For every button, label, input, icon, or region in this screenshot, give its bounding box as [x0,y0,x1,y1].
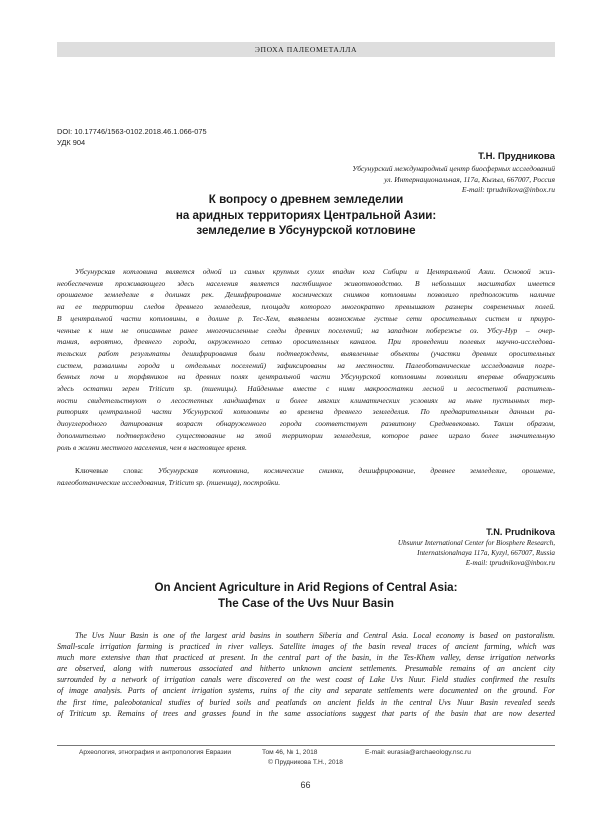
affiliation-line: Убсунурский международный центр биосферных исследований [352,164,555,173]
abstract-line: В центральной части котловины, в долине р. Тес-Хем, выявлены возможные густые сети оросительных систем и приуро- [57,313,555,323]
affiliation-ru [352,164,555,196]
email-en: E-mail: tprudnikova@inbox.ru [465,558,555,567]
author-en: T.N. Prudnikova [486,527,555,537]
abstract-line: The Uvs Nuur Basin is one of the largest arid basins in southern Siberia and Central Asia. Local economy is based on pastoralism. [75,631,555,640]
abstract-line: орошаемое земледелие в долинах рек. Дешифрирование космических снимков котловины позволило предположить наличие [57,290,555,300]
udk: УДК 904 [57,138,86,147]
journal-email: E-mail: eurasia@archaeology.nsc.ru [365,749,471,756]
abstract-line: систем, развалины города и отдельных поселений) зафиксированы на местности. Палеоботанические исследования погре- [57,360,555,370]
keywords-ru [57,465,555,488]
abstract-line: surrounded by a network of irrigation canals were discovered on the west coast of Lake Uvs Nuur. Field studies confirmed the results [57,675,555,685]
abstract-en [57,630,555,719]
email-ru: E-mail: tprudnikova@inbox.ru [461,185,555,195]
abstract-line: much more extensive than that practiced at present. In the central part of the basin, in the Tes-Khem valley, dense irrigation networks [57,653,555,663]
abstract-line: необеспечения проживающего здесь населения является пастбищное животноводство. В небольших масштабах имеется [57,278,555,288]
abstract-line: бенных почв и торфяников на древних полях центральной части Убсунурской котловины позволили впервые обнаружить [57,372,555,382]
journal-name: Археология, этнография и антропология Евразии [79,749,232,756]
abstract-line: ченные к ним не описанные ранее многочисленные следы древних поселений; на западном побережье оз. Убсу-Нур – очер- [57,325,555,335]
keywords-line: палеоботанические исследования, Triticum sp. (пшеница), постройки. [57,477,281,487]
abstract-line: Small-scale irrigation farming is practiced in river valleys. Satellite images of the basin reveal traces of ancient farming, which was [57,642,555,652]
page-number: 66 [300,780,311,790]
doi: DOI: 10.17746/1563-0102.2018.46.1.066-075 [57,127,207,136]
footer-divider [57,745,555,746]
section-header: ЭПОХА ПАЛЕОМЕТАЛЛА [57,42,555,57]
keywords-line: Убсунурская котловина, космические снимки, дешифрирование, древнее земледелие, орошение, [157,466,555,475]
abstract-line: are observed, along with numerous associated and hitherto unknown ancient settlements. Presumable remains of an ancient city [57,664,555,674]
title-line: на аридных территориях Центральной Азии: [175,208,437,222]
abstract-line: на ее территории следов древнего земледелия, площади которого многократно превышают размеры современных полей. [57,302,555,312]
title-line: земледелие в Убсунурской котловине [196,224,416,238]
abstract-line: the first time, paleobotanical studies of buried soils and peatlands on ancient fields in the central Uvs Nuur Basin revealed seeds [57,697,555,707]
abstract-line: дополнительно подтверждено существование на этой территории земледелия, которое ранее играло более значительную [57,430,555,440]
abstract-line: здесь остатки зерен Triticum sp. (пшеницы). Найденные вместе с ними макроостатки лесной и лесостепной раститель- [57,384,555,394]
title-ru [57,192,555,239]
affiliation-line: Internatsionalnaya 117a, Kyzyl, 667007, Russia [417,548,555,557]
abstract-line: ности свидетельствуют о лесостепных ландшафтах и более мягких климатических условиях на ныне пустынных тер- [57,395,555,405]
abstract-line: роль в жизни местного населения, чем в настоящее время. [57,442,247,452]
abstract-line: Убсунурская котловина является одной из самых крупных сухих впадин юга Сибири и Центральной Азии. Основой жиз- [75,267,555,276]
affiliation-line: Ubsunur International Center for Biosphere Research, [397,539,555,547]
affiliation-en [398,539,555,568]
journal-volume: Том 46, № 1, 2018 [262,749,318,756]
abstract-line: of Triticum sp. Remains of trees and grasses found in the same associations suggest that parts of the basin that are now deserted [57,708,555,718]
keywords-label: Ключевые слова: [75,466,144,475]
abstract-line: диоуглеродного датирования возраст обнаруженного города соответствует развитому Средневековью. Таким образом, [57,419,555,429]
abstract-ru [57,266,555,453]
copyright: © Прудникова Т.Н., 2018 [268,759,343,766]
abstract-line: тельских работ результаты дешифрирования были подтверждены, выявленные объекты (участки древних оросительных [57,348,555,358]
abstract-line: риториях центральной части Убсунурской котловины во времена древнего земледелия. По предварительным данным ра- [57,407,555,417]
title-line: On Ancient Agriculture in Arid Regions of Central Asia: [154,581,458,594]
title-en [57,580,555,611]
abstract-line: of image analysis. Parts of ancient irrigation systems, ruins of the city and separate settlements were documented on the ground. For [57,686,555,696]
title-line: К вопросу о древнем земледелии [208,193,404,206]
abstract-line: тания, вероятно, древнего города, окруженного сетью оросительных каналов. При проведении полевых научно-исследова- [57,337,555,347]
title-line: The Case of the Uvs Nuur Basin [218,596,394,610]
author-ru: Т.Н. Прудникова [478,151,555,162]
affiliation-line: ул. Интернациональная, 117а, Кызыл, 667007, Россия [384,174,555,184]
